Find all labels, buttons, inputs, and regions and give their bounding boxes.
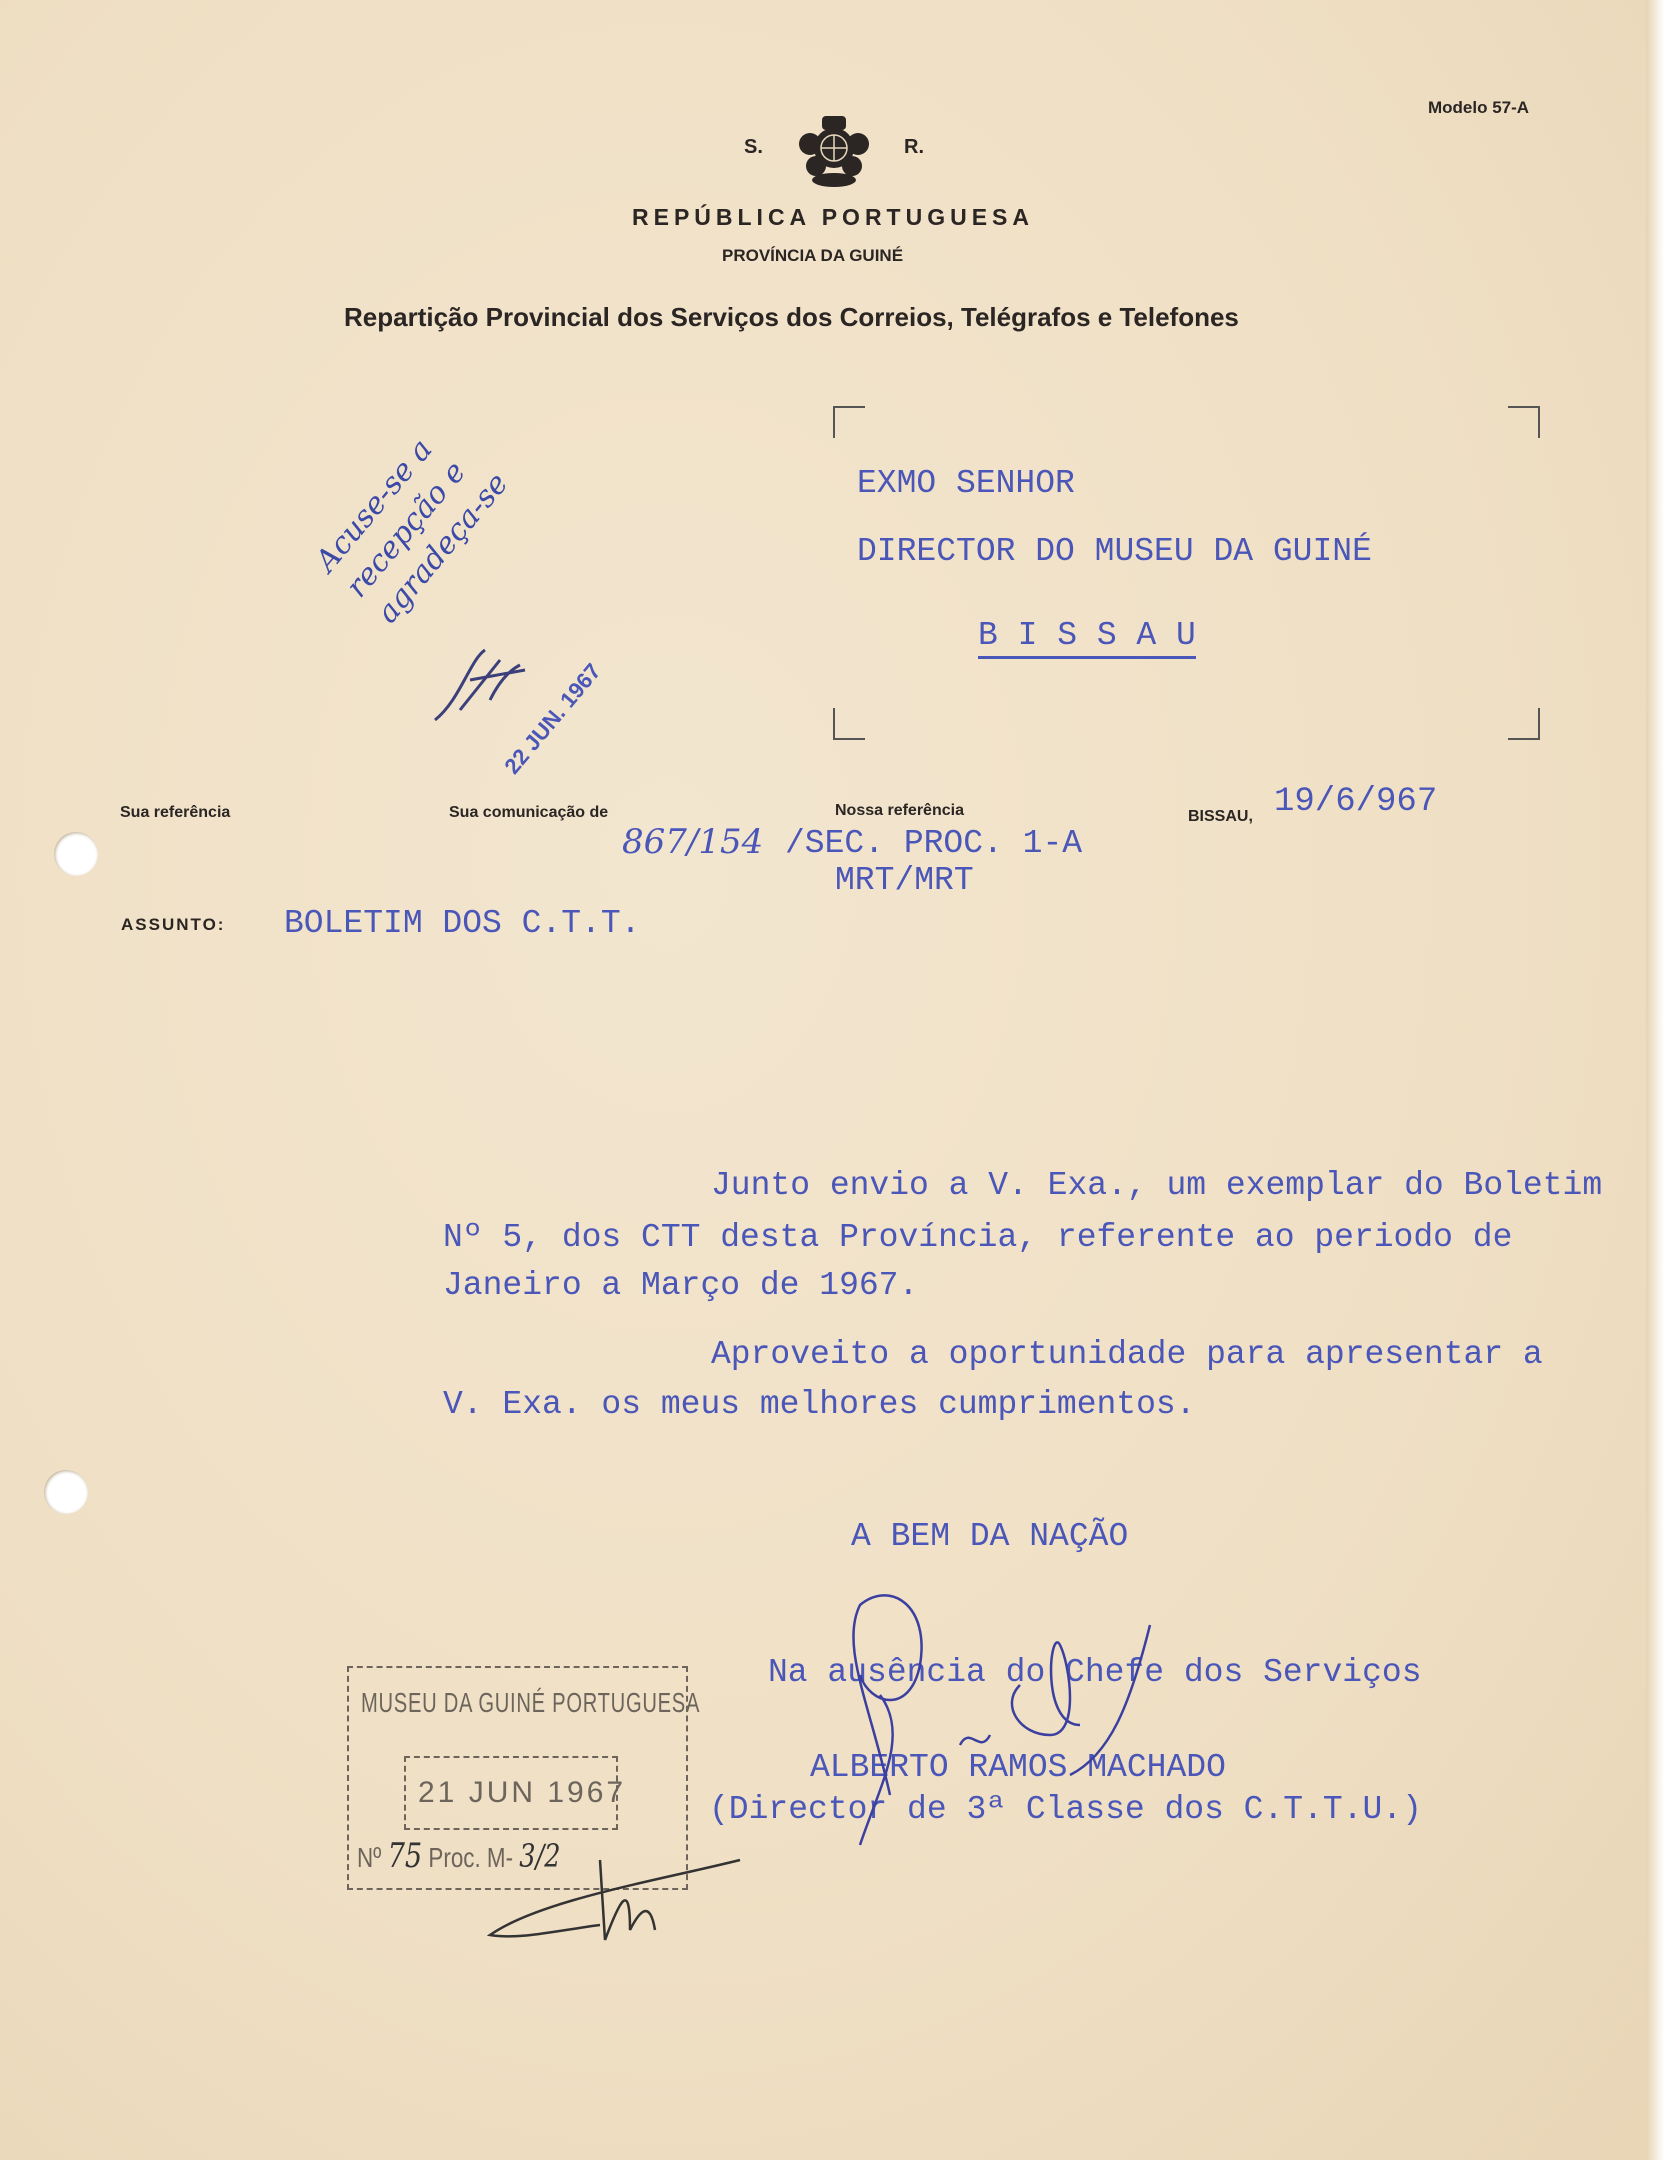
addressee-city: B I S S A U [978, 618, 1196, 659]
subject-label: ASSUNTO: [121, 915, 226, 934]
address-corner [1508, 406, 1540, 438]
header-r: R. [904, 136, 924, 158]
handwritten-note-date-stamp: 22 JUN. 1967 [499, 658, 606, 779]
handwritten-number: 867/154 [622, 822, 764, 862]
signer-name: ALBERTO RAMOS MACHADO [810, 1749, 1226, 1786]
sua-referencia-label: Sua referência [120, 804, 231, 821]
stamp-date: 21 JUN 1967 [418, 1776, 627, 1809]
addressee-line1: EXMO SENHOR [857, 465, 1075, 502]
stamp-process-label: Proc. M- [428, 1842, 514, 1873]
reference-initials: MRT/MRT [835, 862, 974, 899]
punch-hole [44, 1470, 88, 1514]
nossa-referencia-label: Nossa referência [835, 802, 964, 819]
stamp-number-label: Nº [357, 1842, 382, 1873]
body-p1-line2: Nº 5, dos CTT desta Província, referente ao periodo de [443, 1219, 1513, 1256]
address-corner [833, 708, 865, 740]
initials-signature-icon [430, 640, 530, 730]
address-corner [1508, 708, 1540, 740]
body-p2-line2: V. Exa. os meus melhores cumprimentos. [443, 1386, 1196, 1423]
coat-of-arms-icon [790, 114, 878, 188]
reference-code: /SEC. PROC. 1-A [785, 825, 1083, 862]
punch-hole [54, 832, 98, 876]
body-p1-line1: Junto envio a V. Exa., um exemplar do Boletim [711, 1167, 1603, 1204]
signer-title: (Director de 3ª Classe dos C.T.T.U.) [709, 1791, 1422, 1828]
signature-icon [820, 1585, 1200, 1855]
paper-edge [1646, 0, 1664, 2160]
stamp-date-box [404, 1756, 627, 1830]
stamp-initials-icon [480, 1840, 760, 1950]
letter-date: 19/6/967 [1274, 783, 1438, 821]
header-country: REPÚBLICA PORTUGUESA [632, 204, 1034, 230]
closing-salutation: A BEM DA NAÇÃO [851, 1518, 1129, 1555]
handwritten-note: Acuse-se a recepção e agradeça-se [308, 432, 516, 631]
body-p1-line3: Janeiro a Março de 1967. [443, 1267, 919, 1304]
place-label: BISSAU, [1188, 808, 1253, 825]
header-s: S. [744, 136, 763, 158]
header-province: PROVÍNCIA DA GUINÉ [722, 246, 904, 265]
stamp-process: 3/2 [519, 1837, 561, 1875]
sua-comunicacao-label: Sua comunicação de [449, 804, 609, 821]
stamp-number: 75 [387, 1836, 423, 1876]
body-p2-line1: Aproveito a oportunidade para apresentar a [711, 1336, 1543, 1373]
header-department: Repartição Provincial dos Serviços dos Correios, Telégrafos e Telefones [344, 302, 1239, 332]
address-corner [833, 406, 865, 438]
stamp-institution: MUSEU DA GUINÉ PORTUGUESA [361, 1687, 701, 1718]
form-model: Modelo 57-A [1428, 98, 1530, 117]
addressee-line2: DIRECTOR DO MUSEU DA GUINÉ [857, 533, 1372, 570]
subject-value: BOLETIM DOS C.T.T. [284, 905, 641, 942]
closing-on-behalf: Na ausência do Chefe dos Serviços [768, 1654, 1422, 1691]
